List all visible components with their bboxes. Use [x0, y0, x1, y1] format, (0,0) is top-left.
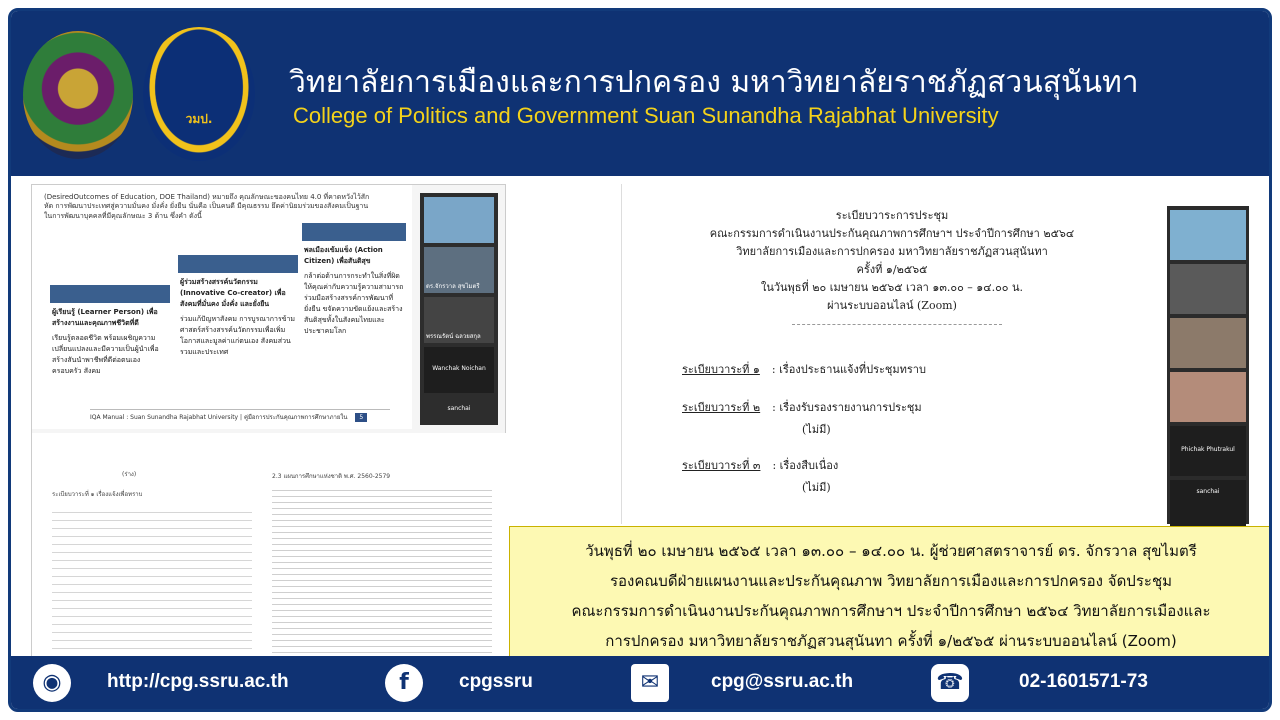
- participant-name: sanchai: [447, 405, 471, 412]
- participant-tile[interactable]: [1170, 426, 1246, 476]
- step-bar-1: [50, 285, 170, 303]
- step-citizen: [304, 245, 404, 337]
- participant-name: พรรณรัตน์ ฉลวยสกุล: [426, 333, 481, 340]
- participant-name: Phichak Phutrakul: [1181, 446, 1235, 453]
- step-cocreator: [180, 277, 298, 358]
- page-number: 5: [355, 413, 367, 422]
- bottom-right-lines: [272, 485, 492, 655]
- step-cocreator-title: ผู้ร่วมสร้างสรรค์นวัตกรรม (Innovative Co-creator) เพื่อสังคมที่มั่นคง มั่งคั่ง และยั่งยืน: [180, 278, 286, 308]
- agenda-item-text: : เรื่องประธานแจ้งที่ประชุมทราบ: [771, 363, 926, 376]
- agenda-line-3: วิทยาลัยการเมืองและการปกครอง มหาวิทยาลัยราชภัฏสวนสุนันทา: [736, 245, 1048, 258]
- bottom-item: ระเบียบวาระที่ ๑ เรื่องแจ้งเพื่อทราบ: [52, 491, 143, 498]
- participant-name: Wanchak Noichan: [432, 365, 486, 372]
- mail-icon: ✉: [631, 664, 669, 702]
- college-logo: [143, 27, 255, 161]
- video-gallery-right[interactable]: [1167, 206, 1249, 524]
- agenda-item-2: [682, 398, 922, 416]
- agenda-item-label: ระเบียบวาระที่ ๒: [682, 401, 761, 414]
- slide-frame: [8, 8, 1272, 712]
- agenda-item-3-note: (ไม่มี): [802, 481, 831, 494]
- agenda-item-2-note: (ไม่มี): [802, 423, 831, 436]
- agenda-item-label: ระเบียบวาระที่ ๑: [682, 363, 760, 376]
- step-learner: [52, 307, 170, 377]
- bottom-heading: (ร่าง): [122, 471, 137, 478]
- university-seal-logo: [23, 31, 133, 159]
- college-title-thai: วิทยาลัยการเมืองและการปกครอง มหาวิทยาลัยราชภัฏสวนสุนันทา: [289, 65, 1139, 100]
- participant-tile[interactable]: [424, 197, 494, 243]
- step-learner-body: เรียนรู้ตลอดชีวิต พร้อมเผชิญความเปลี่ยนแปลงและมีความเป็นผู้นำเพื่อสร้างสันนำพาชีพที่ดีต่อตนเอง ครอบครัว สังคม: [52, 334, 159, 375]
- participant-tile[interactable]: [424, 247, 494, 293]
- shared-document-top: [32, 185, 412, 429]
- agenda-item-text: : เรื่องรับรองรายงานการประชุม: [772, 401, 922, 414]
- caption-line-4: การปกครอง มหาวิทยาลัยราชภัฏสวนสุนันทา ครั้งที่ ๑/๒๕๖๕ ผ่านระบบออนไลน์ (Zoom): [605, 632, 1177, 650]
- participant-tile[interactable]: [1170, 264, 1246, 314]
- participant-tile[interactable]: [1170, 318, 1246, 368]
- participant-tile[interactable]: [424, 347, 494, 393]
- college-title-english: College of Politics and Government Suan Sunandha Rajabhat University: [293, 103, 999, 128]
- step-learner-title: ผู้เรียนรู้ (Learner Person) เพื่อสร้างงานและคุณภาพชีวิตที่ดี: [52, 308, 158, 327]
- doc-intro-text: (DesiredOutcomes of Education, DOE Thailand) หมายถึง คุณลักษณะของคนไทย 4.0 ที่คาดหวังไว้สักหัด การพัฒนาประเทศสู่ความมั่นคง มั่งคั่ง ยั่งยืน นั่นคือ เป็นคนดี มีคุณธรรม ยึดค่านิยมร่วมของสังคมเป็นฐานในการพัฒนาบุคคลที่มีคุณลักษณะ 3 ด้าน ซึ่งคำ ดังนี้: [44, 193, 370, 220]
- bottom-right-heading: 2.3 แผนการศึกษาแห่งชาติ พ.ศ. 2560-2579: [272, 473, 391, 480]
- step-bar-2: [178, 255, 298, 273]
- college-logo-text: วมป.: [185, 112, 213, 126]
- agenda-document: [621, 184, 1161, 524]
- meeting-screenshot-left: [31, 184, 506, 664]
- agenda-line-2: คณะกรรมการดำเนินงานประกันคุณภาพการศึกษาฯ ประจำปีการศึกษา ๒๕๖๔: [709, 227, 1075, 240]
- agenda-item-3: [682, 456, 838, 474]
- step-citizen-title: พลเมืองเข้มแข็ง (Action Citizen) เพื่อสันติสุข: [304, 246, 383, 265]
- video-gallery-left[interactable]: [420, 193, 498, 425]
- bottom-left-lines: [52, 505, 252, 655]
- caption-line-1: วันพุธที่ ๒๐ เมษายน ๒๕๖๕ เวลา ๑๓.๐๐ – ๑๔.๐๐ น. ผู้ช่วยศาสตราจารย์ ดร. จักรวาล สุขไมตรี: [585, 542, 1197, 560]
- agenda-line-1: ระเบียบวาระการประชุม: [835, 209, 949, 222]
- phone-link[interactable]: 02-1601571-73: [1019, 671, 1148, 692]
- participant-name: sanchai: [1196, 488, 1220, 495]
- caption-line-3: คณะกรรมการดำเนินงานประกันคุณภาพการศึกษาฯ ประจำปีการศึกษา ๒๕๖๔ วิทยาลัยการเมืองและ: [571, 602, 1211, 620]
- step-citizen-body: กล้าต่อต้านการกระทำในสิ่งที่ผิด ให้คุณค่ากับความรู้ความสามารถ ร่วมมือสร้างสรรค์การพัฒนาที่ยั่งยืน ขจัดความขัดแย้งและสร้างสันติสุขทั้งในสังคมไทยและประชาคมโลก: [304, 272, 404, 335]
- shared-document-bottom: [32, 433, 507, 665]
- step-bar-3: [302, 223, 406, 241]
- globe-icon: ◉: [33, 664, 71, 702]
- participant-tile[interactable]: [1170, 372, 1246, 422]
- doc-footer-text: IQA Manual : Suan Sunandha Rajabhat University | คู่มือการประกันคุณภาพการศึกษาภายใน: [90, 414, 348, 421]
- meeting-screenshot-right: [621, 184, 1269, 524]
- participant-tile[interactable]: [424, 297, 494, 343]
- agenda-divider: [792, 324, 1002, 325]
- event-caption-box: [509, 526, 1272, 664]
- agenda-line-5: ในวันพุธที่ ๒๐ เมษายน ๒๕๖๕ เวลา ๑๓.๐๐ – ๑๔.๐๐ น.: [760, 281, 1024, 294]
- email-link[interactable]: cpg@ssru.ac.th: [711, 671, 854, 692]
- participant-tile[interactable]: [1170, 480, 1246, 530]
- step-cocreator-body: ร่วมแก้ปัญหาสังคม การบูรณาการข้ามศาสตร์สร้างสรรค์นวัตกรรมเพื่อเพิ่มโอกาสและมูลค่าแก่ตนเอง สังคมส่วนรวมและประเทศ: [180, 315, 296, 356]
- agenda-item-label: ระเบียบวาระที่ ๓: [682, 459, 761, 472]
- doc-footer: [90, 409, 390, 422]
- content-area: [11, 176, 1269, 662]
- participant-tile[interactable]: [1170, 210, 1246, 260]
- website-link[interactable]: http://cpg.ssru.ac.th: [107, 671, 289, 692]
- phone-icon: ☎: [931, 664, 969, 702]
- agenda-item-1: [682, 360, 926, 378]
- facebook-link[interactable]: cpgssru: [459, 671, 533, 692]
- facebook-icon: f: [385, 664, 423, 702]
- participant-name: ดร.จักรวาล สุขไมตรี: [426, 283, 480, 290]
- header-banner: [11, 11, 1269, 176]
- contact-footer: [11, 656, 1269, 709]
- agenda-line-6: ผ่านระบบออนไลน์ (Zoom): [827, 299, 957, 312]
- agenda-item-text: : เรื่องสืบเนื่อง: [772, 459, 839, 472]
- caption-line-2: รองคณบดีฝ่ายแผนงานและประกันคุณภาพ วิทยาลัยการเมืองและการปกครอง จัดประชุม: [609, 572, 1173, 590]
- agenda-line-4: ครั้งที่ ๑/๒๕๖๕: [856, 263, 928, 276]
